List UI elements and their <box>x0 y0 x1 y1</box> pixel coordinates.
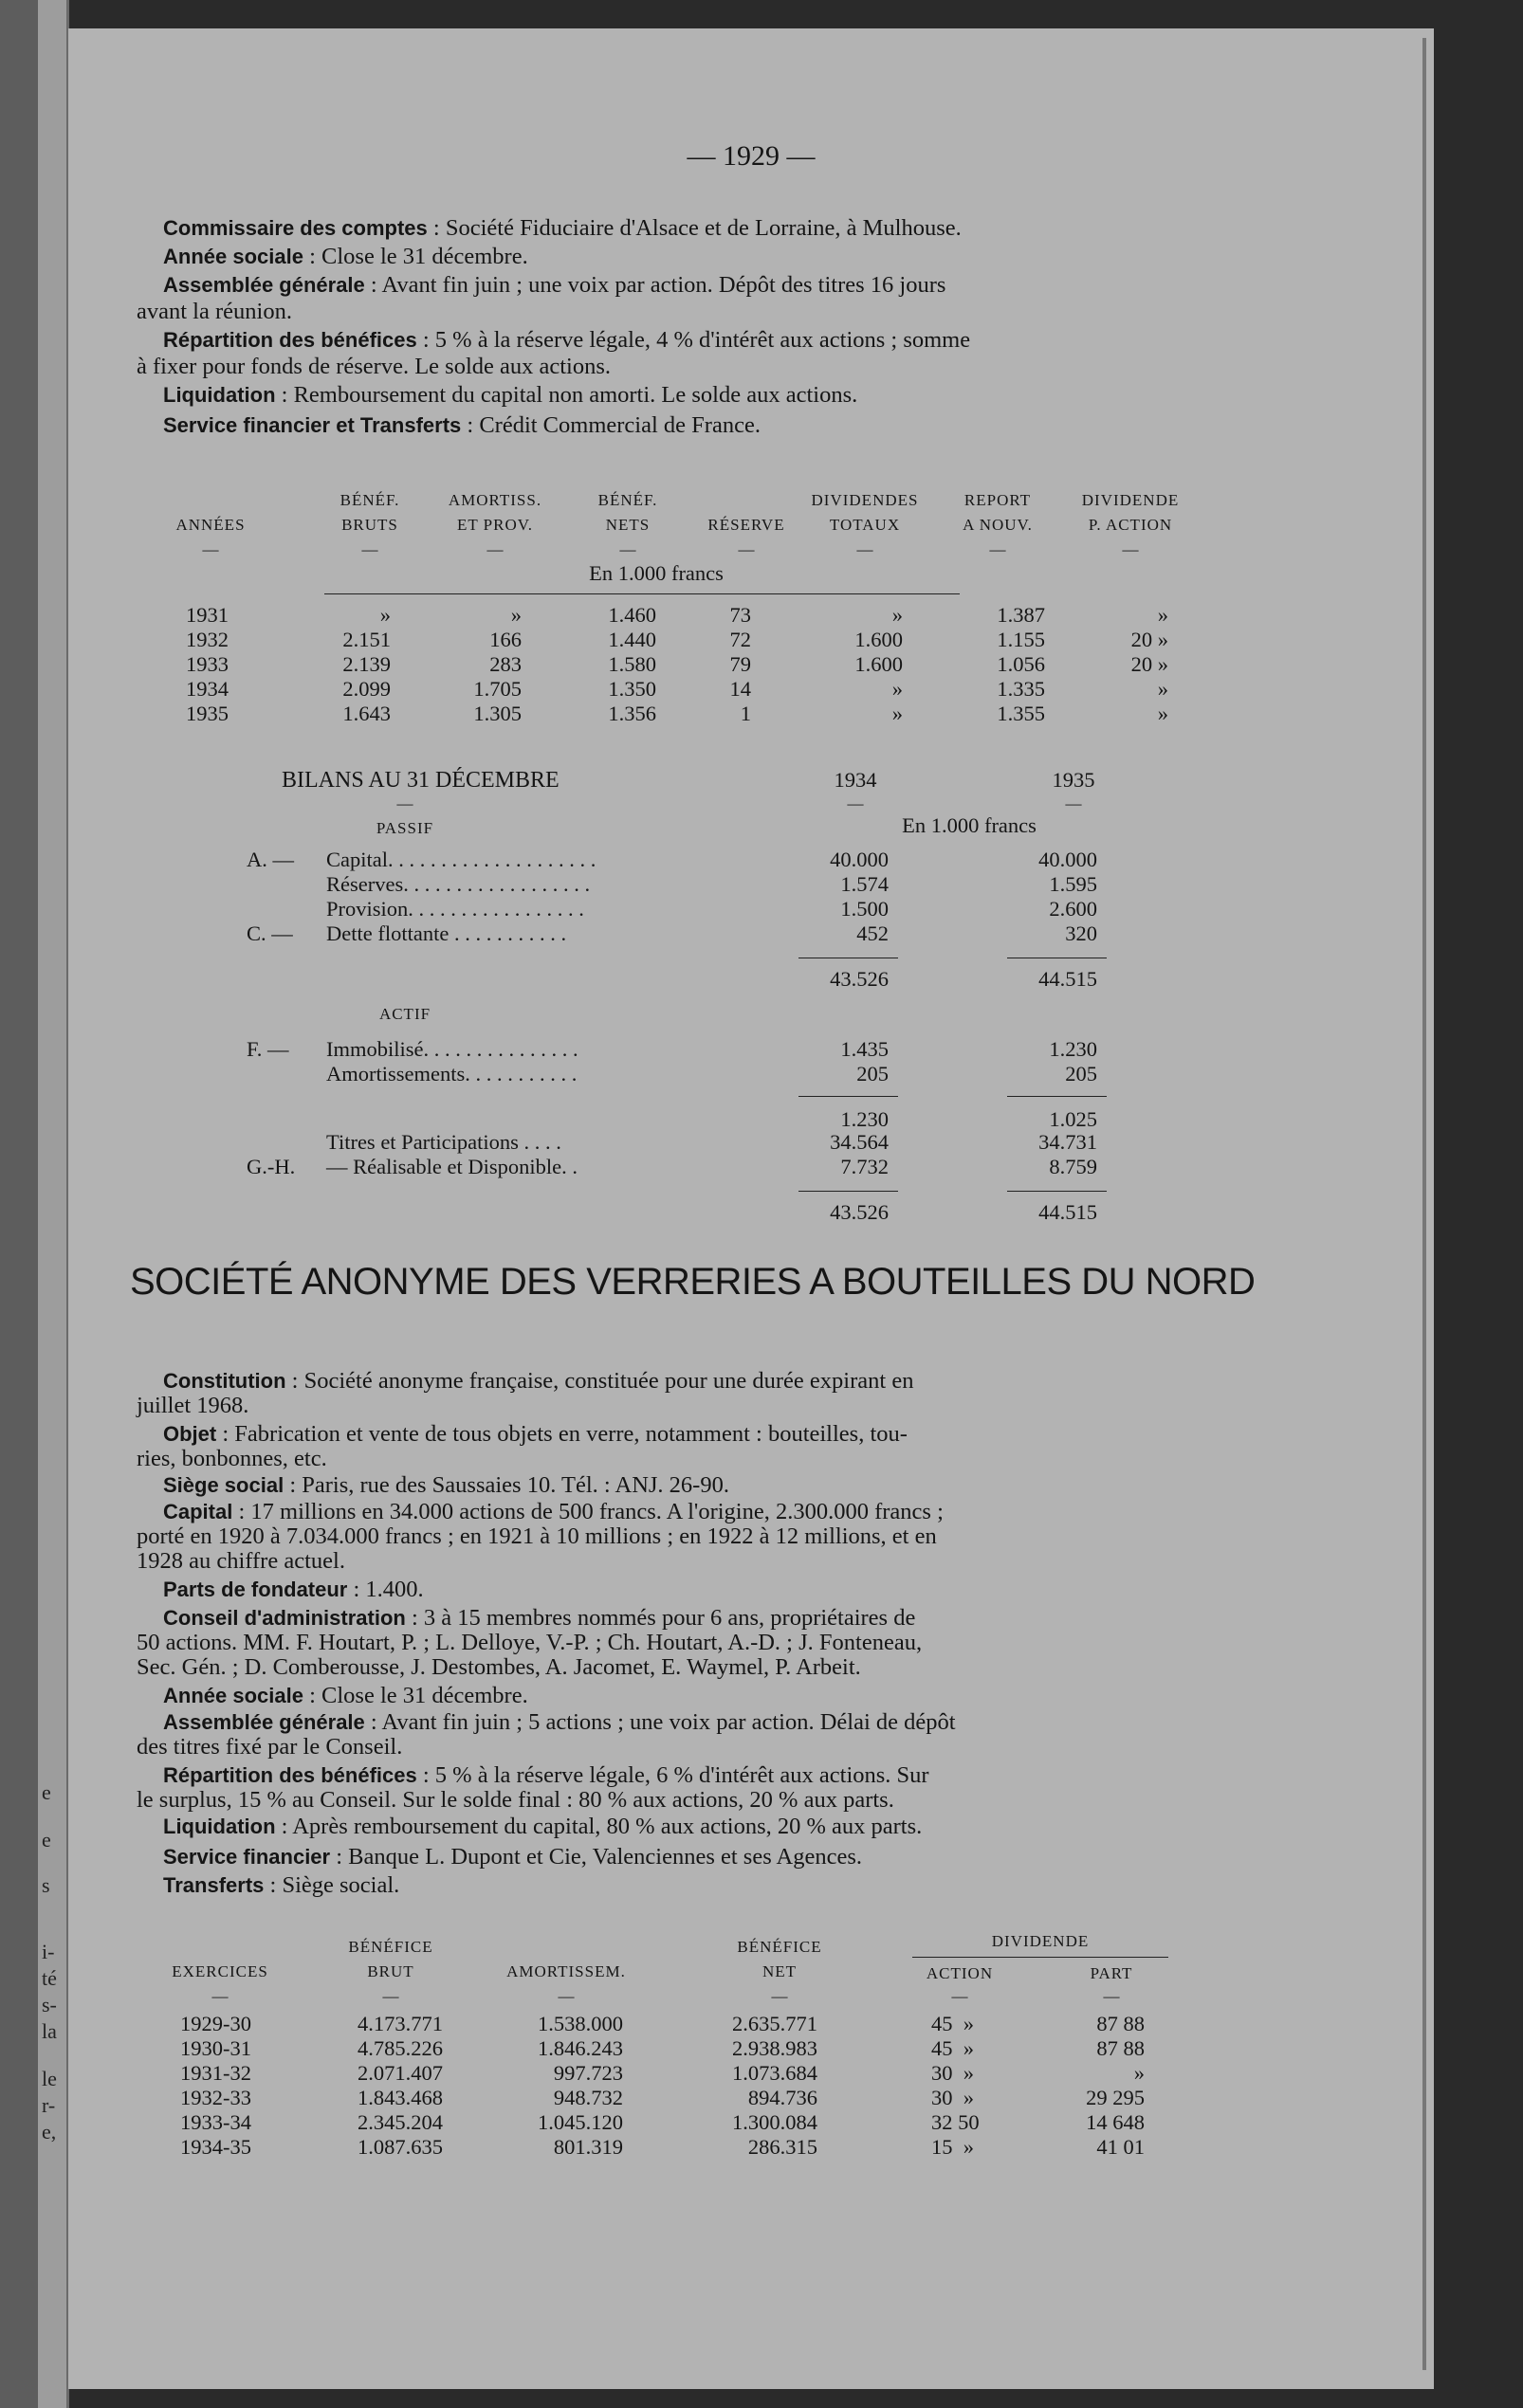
para-capital-cont: porté en 1920 à 7.034.000 francs ; en 1921 à 10 millions ; en 1922 à 12 millions, et en <box>137 1523 937 1549</box>
cell-net: 286.315 <box>747 2135 817 2159</box>
bilan-prefix: F. — <box>247 1037 289 1061</box>
bilan-v2: 1.230 <box>1049 1037 1097 1061</box>
para-label: Commissaire des comptes <box>163 216 428 240</box>
bilan-v1: 1.500 <box>840 897 889 921</box>
cell-net: 2.938.983 <box>732 2036 817 2060</box>
margin-letter: r- <box>42 2093 56 2117</box>
header-dash: — <box>382 1987 399 2005</box>
para-label: Capital <box>163 1500 233 1523</box>
bilan-v2: 2.600 <box>1049 897 1097 921</box>
bilan-prefix: C. — <box>247 921 293 945</box>
para-repartition-cont: à fixer pour fonds de réserve. Le solde aux actions. <box>137 354 612 379</box>
cell-div: » <box>891 677 903 701</box>
cell-report: 1.387 <box>997 603 1045 627</box>
cell-part: 41 01 <box>1096 2135 1145 2159</box>
bilan-v2: 8.759 <box>1049 1155 1097 1178</box>
th2-action: ACTION <box>926 1964 994 1982</box>
para-label: Transferts <box>163 1873 265 1897</box>
th2-part: PART <box>1090 1964 1133 1982</box>
bilan-v2: 205 <box>1065 1062 1097 1085</box>
para-service <box>163 411 761 440</box>
cell-brut: 2.345.204 <box>358 2110 443 2134</box>
cell-divact: 20 » <box>1130 652 1168 676</box>
th-benef-nets-2: NETS <box>605 516 651 534</box>
document-page <box>68 28 1434 2389</box>
bilan-prefix: G.-H. <box>247 1155 296 1178</box>
sum-rule <box>798 1191 898 1192</box>
margin-letter: s- <box>42 1993 57 2016</box>
para-transferts <box>163 1871 399 1900</box>
para-service-2 <box>163 1843 862 1871</box>
cell-amort: 1.705 <box>473 677 522 701</box>
th-dividende-2: P. ACTION <box>1088 516 1173 534</box>
para-label: Année sociale <box>163 245 303 268</box>
cell-bruts: 2.151 <box>342 628 391 651</box>
para-text: : Avant fin juin ; une voix par action. Dépôt des titres 16 jours <box>364 272 946 298</box>
background-right <box>1434 38 1523 2370</box>
cell-brut: 1.843.468 <box>358 2086 443 2109</box>
para-text: : Société anonyme française, constituée pour une durée expirant en <box>285 1368 914 1394</box>
bilans-dash: — <box>847 794 864 812</box>
para-text: : Close le 31 décembre. <box>303 244 528 269</box>
unit-rule <box>324 593 960 594</box>
cell-div: » <box>891 702 903 725</box>
adjacent-page-edge <box>38 0 69 2408</box>
para-label: Service financier et Transferts <box>163 413 462 437</box>
cell-brut: 1.087.635 <box>358 2135 443 2159</box>
cell-annee: 1935 <box>186 702 229 725</box>
para-text: : Banque L. Dupont et Cie, Valenciennes et ses Agences. <box>330 1844 862 1870</box>
book-spine <box>0 0 38 2408</box>
para-commissaire <box>163 214 962 243</box>
bilan-label: — Réalisable et Disponible. . <box>326 1155 578 1178</box>
cell-nets: 1.356 <box>608 702 656 725</box>
th-annees: ANNÉES <box>175 516 246 534</box>
para-text: : 17 millions en 34.000 actions de 500 francs. A l'origine, 2.300.000 francs ; <box>232 1499 944 1524</box>
para-capital-cont: 1928 au chiffre actuel. <box>137 1548 345 1574</box>
cell-nets: 1.440 <box>608 628 656 651</box>
bilan-label: Dette flottante . . . . . . . . . . . <box>326 921 567 945</box>
para-label: Assemblée générale <box>163 1710 365 1734</box>
th2-amortissem: AMORTISSEM. <box>506 1962 626 1980</box>
th-reserve: RÉSERVE <box>707 516 785 534</box>
header-dash: — <box>486 540 504 558</box>
cell-annee: 1934 <box>186 677 229 701</box>
para-constitution <box>163 1367 913 1396</box>
cell-brut: 4.173.771 <box>358 2012 443 2035</box>
cell-exercice: 1931-32 <box>180 2061 251 2085</box>
cell-part: » <box>1133 2061 1145 2085</box>
para-text: : Société Fiduciaire d'Alsace et de Lorraine, à Mulhouse. <box>427 215 962 241</box>
cell-part: 87 88 <box>1096 2036 1145 2060</box>
cell-annee: 1932 <box>186 628 229 651</box>
cell-reserve: 73 <box>729 603 751 627</box>
cell-net: 1.300.084 <box>732 2110 817 2134</box>
header-dash: — <box>771 1987 788 2005</box>
cell-bruts: 2.099 <box>342 677 391 701</box>
cell-divact: 20 » <box>1130 628 1168 651</box>
cell-reserve: 1 <box>740 702 751 725</box>
para-liquidation <box>163 381 857 410</box>
cell-report: 1.335 <box>997 677 1045 701</box>
th-report-2: A NOUV. <box>963 516 1033 534</box>
para-text: : Après remboursement du capital, 80 % aux actions, 20 % aux parts. <box>275 1814 923 1839</box>
cell-net: 894.736 <box>747 2086 817 2109</box>
th-dividendes-1: DIVIDENDES <box>811 491 919 509</box>
cell-action: 30 » <box>931 2061 974 2085</box>
para-text: : 5 % à la réserve légale, 4 % d'intérêt aux actions ; somme <box>416 327 971 353</box>
margin-letter: la <box>42 2019 57 2043</box>
para-label: Liquidation <box>163 383 276 407</box>
actif-sub-1935: 1.025 <box>1049 1107 1097 1131</box>
header-dash: — <box>202 540 219 558</box>
bilan-v1: 452 <box>856 921 889 945</box>
cell-bruts: » <box>379 603 391 627</box>
bilans-unit: En 1.000 francs <box>902 813 1037 837</box>
para-text: : Close le 31 décembre. <box>303 1683 528 1708</box>
cell-brut: 2.071.407 <box>358 2061 443 2085</box>
para-label: Liquidation <box>163 1815 276 1838</box>
actif-total-1934: 43.526 <box>830 1200 889 1224</box>
header-dash: — <box>738 540 755 558</box>
bilan-label: Provision. . . . . . . . . . . . . . . . . <box>326 897 584 921</box>
bilan-v1: 40.000 <box>830 848 889 871</box>
dividende-rule <box>912 1957 1168 1958</box>
bilans-dash: — <box>1065 794 1082 812</box>
cell-amortissem: 1.846.243 <box>538 2036 623 2060</box>
bilan-v1: 34.564 <box>830 1130 889 1154</box>
para-conseil-cont: Sec. Gén. ; D. Comberousse, J. Destombes, A. Jacomet, E. Waymel, P. Arbeit. <box>137 1654 861 1680</box>
cell-net: 1.073.684 <box>732 2061 817 2085</box>
margin-letter: e, <box>42 2120 57 2143</box>
header-dash: — <box>951 1987 968 2005</box>
cell-report: 1.155 <box>997 628 1045 651</box>
cell-brut: 4.785.226 <box>358 2036 443 2060</box>
para-objet-cont: ries, bonbonnes, etc. <box>137 1446 327 1471</box>
th-dividendes-2: TOTAUX <box>829 516 901 534</box>
cell-exercice: 1929-30 <box>180 2012 251 2035</box>
para-text: : 5 % à la réserve légale, 6 % d'intérêt aux actions. Sur <box>416 1762 929 1788</box>
cell-report: 1.355 <box>997 702 1045 725</box>
th2-exercices: EXERCICES <box>172 1962 268 1980</box>
para-assemblee-2-cont: des titres fixé par le Conseil. <box>137 1734 403 1760</box>
header-dash: — <box>211 1987 229 2005</box>
cell-part: 29 295 <box>1086 2086 1145 2109</box>
cell-amort: » <box>510 603 522 627</box>
th2-benef-net-2: NET <box>762 1962 798 1980</box>
para-repartition <box>163 326 970 355</box>
para-label: Objet <box>163 1422 217 1446</box>
para-constitution-cont: juillet 1968. <box>137 1393 249 1418</box>
bilan-label: Réserves. . . . . . . . . . . . . . . . . . <box>326 872 591 896</box>
margin-letter: e <box>42 1828 51 1852</box>
bilan-v2: 40.000 <box>1038 848 1097 871</box>
bilan-label: Immobilisé. . . . . . . . . . . . . . . <box>326 1037 578 1061</box>
para-text: : Siège social. <box>264 1872 400 1898</box>
cell-reserve: 79 <box>729 652 751 676</box>
header-dash: — <box>1103 1987 1120 2005</box>
header-dash: — <box>361 540 378 558</box>
para-text: : 3 à 15 membres nommés pour 6 ans, propriétaires de <box>405 1605 916 1631</box>
para-annee-sociale <box>163 243 528 271</box>
para-assemblee <box>163 271 945 300</box>
cell-nets: 1.460 <box>608 603 656 627</box>
margin-letter: s <box>42 1873 50 1897</box>
cell-part: 87 88 <box>1096 2012 1145 2035</box>
cell-reserve: 14 <box>729 677 751 701</box>
cell-report: 1.056 <box>997 652 1045 676</box>
header-dash: — <box>856 540 873 558</box>
actif-label: ACTIF <box>378 1005 431 1023</box>
cell-div: 1.600 <box>854 652 903 676</box>
para-label: Conseil d'administration <box>163 1606 406 1630</box>
cell-exercice: 1932-33 <box>180 2086 251 2109</box>
para-label: Constitution <box>163 1369 286 1393</box>
bilan-v2: 1.595 <box>1049 872 1097 896</box>
cell-action: 30 » <box>931 2086 974 2109</box>
sum-rule <box>1007 1096 1107 1097</box>
header-dash: — <box>989 540 1006 558</box>
passif-label: PASSIF <box>376 819 434 837</box>
bilans-year-1934: 1934 <box>834 768 877 792</box>
bilan-v1: 205 <box>856 1062 889 1085</box>
margin-letter: i- <box>42 1940 55 1963</box>
bilan-label: Amortissements. . . . . . . . . . . <box>326 1062 578 1085</box>
bilans-title: BILANS AU 31 DÉCEMBRE <box>282 768 560 793</box>
para-liquidation-2 <box>163 1813 922 1841</box>
cell-annee: 1933 <box>186 652 229 676</box>
page-number: — 1929 — <box>687 140 816 172</box>
page-edge-line <box>1422 38 1426 2370</box>
cell-divact: » <box>1157 677 1168 701</box>
cell-amortissem: 1.538.000 <box>538 2012 623 2035</box>
th2-benef-brut-1: BÉNÉFICE <box>348 1938 433 1956</box>
cell-nets: 1.350 <box>608 677 656 701</box>
cell-amortissem: 1.045.120 <box>538 2110 623 2134</box>
para-text: : 1.400. <box>347 1577 424 1602</box>
passif-total-1934: 43.526 <box>830 967 889 991</box>
th-report-1: REPORT <box>963 491 1032 509</box>
th-amortiss-2: ET PROV. <box>456 516 534 534</box>
cell-divact: » <box>1157 702 1168 725</box>
bilan-label: Capital. . . . . . . . . . . . . . . . . . . . <box>326 848 596 871</box>
cell-amort: 283 <box>489 652 522 676</box>
th2-benef-net-1: BÉNÉFICE <box>737 1938 822 1956</box>
th2-benef-brut-2: BRUT <box>367 1962 414 1980</box>
cell-exercice: 1934-35 <box>180 2135 251 2159</box>
cell-amort: 166 <box>489 628 522 651</box>
para-text: : Paris, rue des Saussaies 10. Tél. : ANJ. 26-90. <box>284 1472 729 1498</box>
cell-annee: 1931 <box>186 603 229 627</box>
cell-div: » <box>891 603 903 627</box>
bilan-prefix: A. — <box>247 848 294 871</box>
para-siege <box>163 1471 729 1500</box>
bilans-year-1935: 1935 <box>1052 768 1095 792</box>
th-benef-bruts-1: BÉNÉF. <box>339 491 400 509</box>
company-title: SOCIÉTÉ ANONYME DES VERRERIES A BOUTEILLES DU NORD <box>130 1261 1256 1303</box>
bilan-v1: 1.435 <box>840 1037 889 1061</box>
bilan-v2: 34.731 <box>1038 1130 1097 1154</box>
para-assemblee-cont: avant la réunion. <box>137 299 292 324</box>
th2-dividende: DIVIDENDE <box>991 1932 1090 1950</box>
bilan-v2: 320 <box>1065 921 1097 945</box>
header-dash: — <box>1122 540 1139 558</box>
para-label: Service financier <box>163 1845 331 1869</box>
para-parts-fondateur <box>163 1576 424 1604</box>
cell-action: 45 » <box>931 2012 974 2035</box>
para-text: : Remboursement du capital non amorti. Le solde aux actions. <box>275 382 858 408</box>
para-label: Assemblée générale <box>163 273 365 297</box>
th-benef-bruts-2: BRUTS <box>341 516 398 534</box>
cell-action: 15 » <box>931 2135 974 2159</box>
bilan-label: Titres et Participations . . . . <box>326 1130 561 1154</box>
margin-letter: le <box>42 2067 57 2090</box>
cell-nets: 1.580 <box>608 652 656 676</box>
para-text: : Avant fin juin ; 5 actions ; une voix par action. Délai de dépôt <box>364 1709 956 1735</box>
margin-letter: e <box>42 1780 51 1804</box>
para-label: Répartition des bénéfices <box>163 328 417 352</box>
para-conseil-cont: 50 actions. MM. F. Houtart, P. ; L. Delloye, V.-P. ; Ch. Houtart, A.-D. ; J. Fonteneau, <box>137 1630 923 1655</box>
sum-rule <box>1007 1191 1107 1192</box>
cell-exercice: 1933-34 <box>180 2110 251 2134</box>
para-label: Siège social <box>163 1473 284 1497</box>
cell-exercice: 1930-31 <box>180 2036 251 2060</box>
th-benef-nets-1: BÉNÉF. <box>597 491 658 509</box>
para-repartition-2-cont: le surplus, 15 % au Conseil. Sur le solde final : 80 % aux actions, 20 % aux parts. <box>137 1787 894 1813</box>
cell-part: 14 648 <box>1086 2110 1145 2134</box>
cell-amort: 1.305 <box>473 702 522 725</box>
cell-action: 45 » <box>931 2036 974 2060</box>
cell-div: 1.600 <box>854 628 903 651</box>
cell-bruts: 2.139 <box>342 652 391 676</box>
para-label: Année sociale <box>163 1684 303 1707</box>
para-text: : Crédit Commercial de France. <box>461 412 761 438</box>
sum-rule <box>798 1096 898 1097</box>
para-annee-sociale-2 <box>163 1682 528 1710</box>
para-text: : Fabrication et vente de tous objets en verre, notamment : bouteilles, tou- <box>216 1421 908 1447</box>
cell-net: 2.635.771 <box>732 2012 817 2035</box>
actif-sub-1934: 1.230 <box>840 1107 889 1131</box>
para-label: Parts de fondateur <box>163 1578 348 1601</box>
bilans-dash: — <box>396 794 413 812</box>
actif-total-1935: 44.515 <box>1038 1200 1097 1224</box>
table-unit-label: En 1.000 francs <box>589 561 724 585</box>
cell-reserve: 72 <box>729 628 751 651</box>
header-dash: — <box>619 540 636 558</box>
header-dash: — <box>558 1987 575 2005</box>
cell-amortissem: 801.319 <box>553 2135 623 2159</box>
bilan-v1: 7.732 <box>840 1155 889 1178</box>
cell-amortissem: 997.723 <box>553 2061 623 2085</box>
margin-letter: té <box>42 1966 57 1990</box>
th-dividende-1: DIVIDENDE <box>1081 491 1180 509</box>
cell-bruts: 1.643 <box>342 702 391 725</box>
bilan-v1: 1.574 <box>840 872 889 896</box>
cell-divact: » <box>1157 603 1168 627</box>
cell-action: 32 50 <box>931 2110 980 2134</box>
th-amortiss-1: AMORTISS. <box>448 491 542 509</box>
para-label: Répartition des bénéfices <box>163 1763 417 1787</box>
cell-amortissem: 948.732 <box>553 2086 623 2109</box>
passif-total-1935: 44.515 <box>1038 967 1097 991</box>
